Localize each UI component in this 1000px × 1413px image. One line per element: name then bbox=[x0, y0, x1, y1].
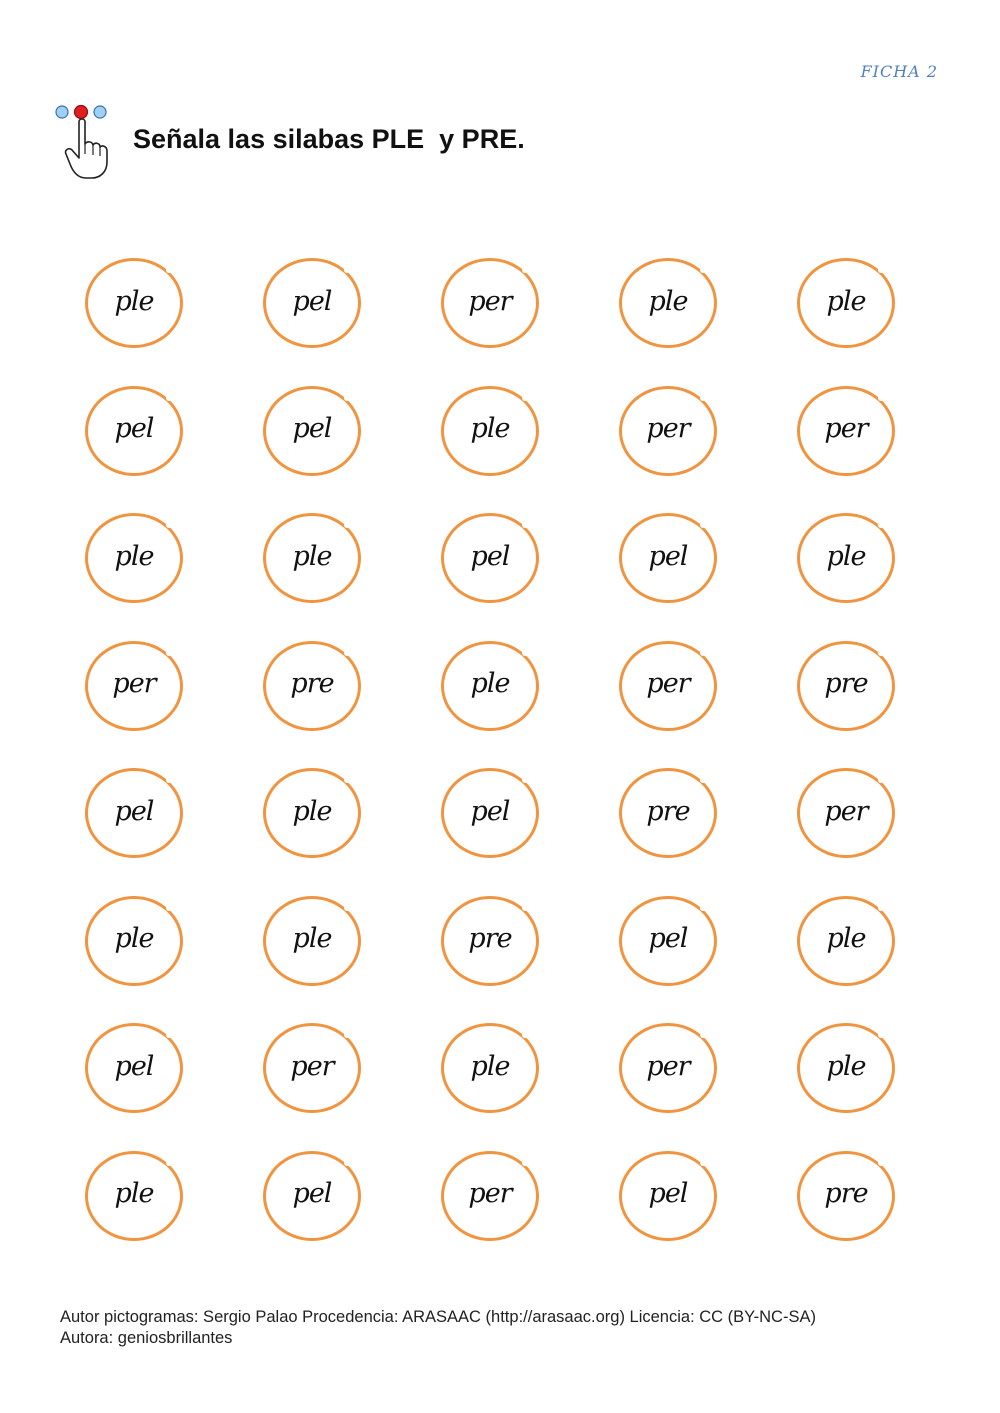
syllable-text: pel bbox=[292, 413, 332, 444]
syllable-text: ple bbox=[648, 285, 688, 317]
syllable-cell bbox=[260, 1149, 364, 1241]
circle-gap bbox=[166, 522, 172, 528]
syllable-cell bbox=[616, 256, 720, 348]
syllable-cell bbox=[260, 766, 364, 858]
syllable-circle[interactable] bbox=[85, 1151, 183, 1241]
syllable-cell bbox=[616, 766, 720, 858]
circle-gap bbox=[878, 650, 884, 656]
syllable-cell bbox=[260, 511, 364, 603]
syllable-cell bbox=[82, 639, 186, 731]
syllable-cell bbox=[438, 766, 542, 858]
syllable-circle[interactable] bbox=[441, 258, 539, 348]
syllable-circle[interactable] bbox=[441, 1023, 539, 1113]
circle-gap bbox=[344, 1160, 350, 1166]
syllable-cell bbox=[438, 511, 542, 603]
circle-gap bbox=[878, 522, 884, 528]
syllable-circle[interactable] bbox=[441, 896, 539, 986]
syllable-text: pel bbox=[470, 795, 510, 827]
syllable-circle[interactable] bbox=[85, 1023, 183, 1113]
syllable-text: pel bbox=[114, 413, 154, 444]
syllable-text: pel bbox=[470, 540, 510, 572]
syllable-circle[interactable] bbox=[797, 386, 895, 476]
syllable-text: ple bbox=[114, 1178, 154, 1209]
syllable-text: pre bbox=[824, 668, 868, 699]
syllable-text: ple bbox=[470, 668, 510, 699]
circle-gap bbox=[522, 1160, 528, 1166]
circle-gap bbox=[700, 1160, 706, 1166]
syllable-circle[interactable] bbox=[797, 513, 895, 603]
syllable-text: pel bbox=[648, 1178, 688, 1209]
circle-gap bbox=[522, 267, 528, 273]
syllable-circle[interactable] bbox=[263, 768, 361, 858]
syllable-cell bbox=[794, 256, 898, 348]
syllable-circle[interactable] bbox=[441, 386, 539, 476]
syllable-circle[interactable] bbox=[263, 1023, 361, 1113]
syllable-circle[interactable] bbox=[619, 1151, 717, 1241]
syllable-circle[interactable] bbox=[85, 386, 183, 476]
circle-gap bbox=[700, 650, 706, 656]
circle-gap bbox=[700, 905, 706, 911]
syllable-circle[interactable] bbox=[263, 641, 361, 731]
syllable-circle[interactable] bbox=[619, 513, 717, 603]
syllable-circle[interactable] bbox=[263, 513, 361, 603]
syllable-cell bbox=[794, 1021, 898, 1113]
page-title: Señala las silabas PLE y PRE. bbox=[133, 124, 525, 154]
syllable-cell bbox=[82, 384, 186, 476]
syllable-cell bbox=[616, 384, 720, 476]
pointing-hand-icon bbox=[52, 100, 124, 182]
circle-gap bbox=[700, 522, 706, 528]
syllable-text: ple bbox=[114, 285, 154, 317]
syllable-circle[interactable] bbox=[619, 768, 717, 858]
circle-gap bbox=[166, 905, 172, 911]
syllable-circle[interactable] bbox=[797, 641, 895, 731]
syllable-text: pre bbox=[646, 795, 690, 827]
syllable-text: per bbox=[824, 413, 868, 444]
syllable-circle[interactable] bbox=[85, 768, 183, 858]
syllable-grid bbox=[82, 256, 908, 1276]
syllable-circle[interactable] bbox=[441, 768, 539, 858]
circle-gap bbox=[700, 267, 706, 273]
circle-gap bbox=[166, 267, 172, 273]
syllable-circle[interactable] bbox=[263, 386, 361, 476]
syllable-circle[interactable] bbox=[263, 896, 361, 986]
page-label: FICHA 2 bbox=[860, 62, 938, 81]
syllable-cell bbox=[260, 1021, 364, 1113]
syllable-cell bbox=[82, 256, 186, 348]
circle-gap bbox=[344, 522, 350, 528]
syllable-cell bbox=[260, 256, 364, 348]
syllable-text: ple bbox=[826, 923, 866, 954]
syllable-cell bbox=[438, 894, 542, 986]
syllable-text: per bbox=[468, 1178, 512, 1209]
syllable-cell bbox=[438, 1021, 542, 1113]
circle-gap bbox=[522, 777, 528, 783]
syllable-cell bbox=[794, 1149, 898, 1241]
syllable-cell bbox=[82, 511, 186, 603]
syllable-cell bbox=[794, 894, 898, 986]
syllable-text: ple bbox=[292, 923, 332, 954]
syllable-cell bbox=[438, 1149, 542, 1241]
syllable-text: ple bbox=[826, 285, 866, 317]
circle-gap bbox=[522, 650, 528, 656]
syllable-circle[interactable] bbox=[441, 1151, 539, 1241]
syllable-cell bbox=[82, 1021, 186, 1113]
circle-gap bbox=[166, 1160, 172, 1166]
syllable-circle[interactable] bbox=[797, 258, 895, 348]
circle-gap bbox=[344, 777, 350, 783]
syllable-cell bbox=[260, 894, 364, 986]
circle-gap bbox=[522, 1032, 528, 1038]
syllable-text: pel bbox=[292, 1178, 332, 1209]
syllable-cell bbox=[438, 384, 542, 476]
circle-gap bbox=[522, 522, 528, 528]
syllable-circle[interactable] bbox=[85, 513, 183, 603]
circle-gap bbox=[166, 395, 172, 401]
syllable-text: ple bbox=[826, 540, 866, 572]
syllable-circle[interactable] bbox=[85, 641, 183, 731]
syllable-text: per bbox=[646, 413, 690, 444]
circle-gap bbox=[166, 1032, 172, 1038]
syllable-cell bbox=[794, 766, 898, 858]
syllable-text: per bbox=[468, 285, 512, 317]
syllable-circle[interactable] bbox=[797, 768, 895, 858]
syllable-cell bbox=[82, 766, 186, 858]
syllable-text: pel bbox=[292, 285, 332, 317]
syllable-circle[interactable] bbox=[85, 896, 183, 986]
syllable-circle[interactable] bbox=[441, 641, 539, 731]
syllable-text: ple bbox=[292, 795, 332, 827]
syllable-text: pre bbox=[468, 923, 512, 954]
syllable-text: pel bbox=[114, 1050, 154, 1082]
syllable-cell bbox=[438, 256, 542, 348]
circle-gap bbox=[522, 905, 528, 911]
syllable-cell bbox=[794, 384, 898, 476]
syllable-text: pel bbox=[648, 923, 688, 954]
syllable-circle[interactable] bbox=[797, 1151, 895, 1241]
syllable-text: ple bbox=[470, 1050, 510, 1082]
syllable-text: per bbox=[646, 1050, 690, 1082]
syllable-circle[interactable] bbox=[619, 641, 717, 731]
syllable-text: pel bbox=[648, 540, 688, 572]
circle-gap bbox=[166, 777, 172, 783]
syllable-text: ple bbox=[292, 540, 332, 572]
syllable-text: per bbox=[290, 1050, 334, 1082]
circle-gap bbox=[344, 1032, 350, 1038]
circle-gap bbox=[878, 267, 884, 273]
circle-gap bbox=[700, 395, 706, 401]
syllable-text: ple bbox=[470, 413, 510, 444]
circle-gap bbox=[878, 777, 884, 783]
syllable-cell bbox=[616, 894, 720, 986]
syllable-cell bbox=[794, 511, 898, 603]
syllable-cell bbox=[82, 1149, 186, 1241]
syllable-text: pel bbox=[114, 795, 154, 827]
syllable-cell bbox=[616, 1149, 720, 1241]
circle-gap bbox=[878, 905, 884, 911]
circle-gap bbox=[522, 395, 528, 401]
syllable-text: per bbox=[824, 795, 868, 827]
syllable-circle[interactable] bbox=[619, 386, 717, 476]
syllable-circle[interactable] bbox=[619, 896, 717, 986]
syllable-circle[interactable] bbox=[441, 513, 539, 603]
syllable-circle[interactable] bbox=[263, 258, 361, 348]
syllable-text: per bbox=[112, 668, 156, 699]
circle-gap bbox=[344, 267, 350, 273]
circle-gap bbox=[700, 777, 706, 783]
syllable-circle[interactable] bbox=[619, 258, 717, 348]
syllable-circle[interactable] bbox=[797, 1023, 895, 1113]
circle-gap bbox=[878, 1160, 884, 1166]
syllable-circle[interactable] bbox=[85, 258, 183, 348]
syllable-text: ple bbox=[826, 1050, 866, 1082]
circle-gap bbox=[344, 395, 350, 401]
syllable-cell bbox=[794, 639, 898, 731]
syllable-cell bbox=[438, 639, 542, 731]
syllable-circle[interactable] bbox=[263, 1151, 361, 1241]
circle-gap bbox=[878, 395, 884, 401]
syllable-text: ple bbox=[114, 540, 154, 572]
syllable-cell bbox=[260, 384, 364, 476]
syllable-text: ple bbox=[114, 923, 154, 954]
circle-gap bbox=[700, 1032, 706, 1038]
syllable-cell bbox=[82, 894, 186, 986]
syllable-text: per bbox=[646, 668, 690, 699]
syllable-circle[interactable] bbox=[619, 1023, 717, 1113]
syllable-cell bbox=[616, 1021, 720, 1113]
circle-gap bbox=[166, 650, 172, 656]
syllable-cell bbox=[260, 639, 364, 731]
syllable-circle[interactable] bbox=[797, 896, 895, 986]
circle-gap bbox=[878, 1032, 884, 1038]
credits-line-2: Autora: geniosbrillantes bbox=[60, 1329, 233, 1347]
syllable-cell bbox=[616, 511, 720, 603]
credits-line-1: Autor pictogramas: Sergio Palao Procedencia: ARASAAC (http://arasaac.org) Licencia: CC (BY-NC-SA) bbox=[60, 1308, 816, 1326]
credits bbox=[60, 1307, 816, 1349]
syllable-cell bbox=[616, 639, 720, 731]
syllable-text: pre bbox=[290, 668, 334, 699]
circle-gap bbox=[344, 650, 350, 656]
syllable-text: pre bbox=[824, 1178, 868, 1209]
circle-gap bbox=[344, 905, 350, 911]
